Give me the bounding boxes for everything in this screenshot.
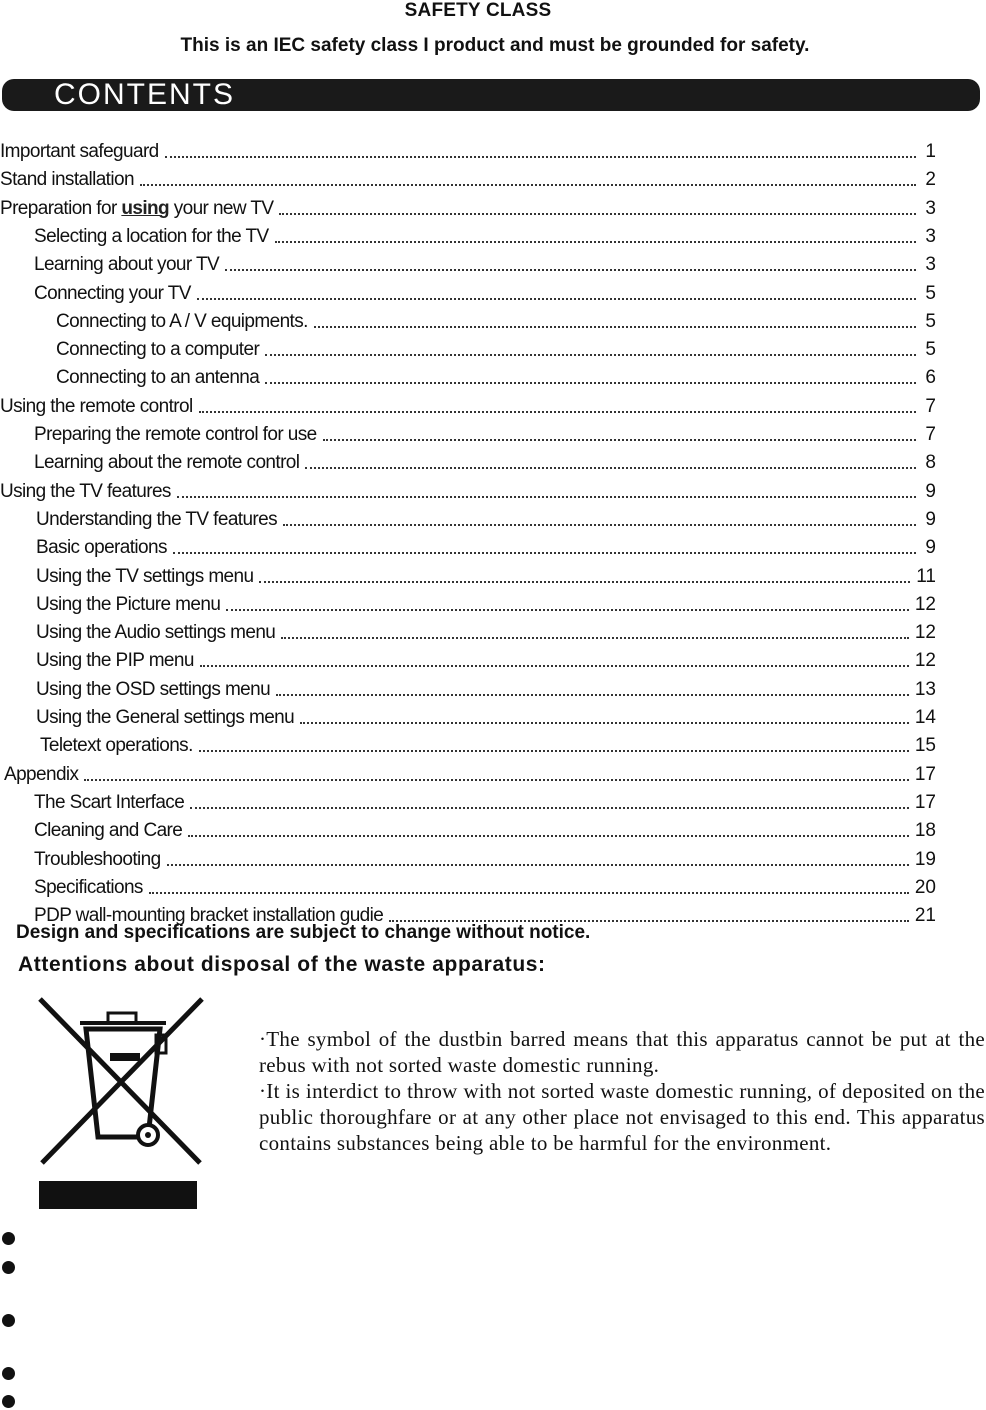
toc-leader-dots: [226, 608, 909, 611]
toc-page-number: 12: [914, 650, 936, 672]
toc-page-number: 12: [914, 622, 936, 644]
toc-entry-label: Specifications: [34, 876, 143, 898]
toc-entry-label: Cleaning and Care: [34, 820, 183, 842]
toc-entry-label: Connecting to a computer: [56, 339, 260, 361]
toc-entry-label: Basic operations: [36, 537, 167, 559]
safety-class-statement: This is an IEC safety class I product and must be grounded for safety.: [180, 35, 810, 56]
toc-entry: [0, 673, 936, 701]
toc-leader-dots: [275, 240, 916, 243]
toc-leader-dots: [314, 325, 916, 328]
toc-entry-label: Using the remote control: [0, 395, 193, 417]
disposal-title: Attentions about disposal of the waste apparatus:: [18, 953, 546, 976]
toc-entry: [0, 758, 936, 786]
toc-entry-label: Connecting to an antenna: [56, 367, 260, 389]
toc-entry: [0, 163, 936, 191]
toc-entry-label: Selecting a location for the TV: [34, 225, 269, 247]
toc-entry-label: Teletext operations.: [40, 735, 193, 757]
toc-entry: [0, 192, 936, 220]
toc-entry-label: Troubleshooting: [34, 848, 161, 870]
toc-entry: [0, 248, 936, 276]
toc-leader-dots: [167, 863, 909, 866]
toc-page-number: 3: [925, 225, 936, 247]
toc-leader-dots: [197, 297, 916, 300]
disposal-paragraph-2: ·It is interdict to throw with not sorted waste domestic running, of deposited on the public thoroughfare or at any other place not envisaged to this end. This apparatus contains substances being able to be harmful for the environment.: [259, 1079, 985, 1155]
toc-entry: [0, 871, 936, 899]
toc-page-number: 13: [914, 678, 936, 700]
toc-entry-label: Connecting your TV: [34, 282, 191, 304]
toc-leader-dots: [173, 551, 916, 554]
toc-page-number: 7: [925, 424, 936, 445]
toc-entry: [0, 814, 936, 842]
toc-page-number: 21: [914, 905, 936, 927]
toc-entry: [0, 503, 936, 531]
toc-entry-label: Important safeguard: [0, 141, 159, 162]
toc-page-number: 5: [925, 339, 936, 361]
toc-entry-label: [0, 198, 273, 220]
toc-page-number: 12: [914, 593, 936, 615]
toc-page-number: 7: [925, 395, 936, 417]
toc-page-number: 9: [925, 480, 936, 502]
toc-page-number: 8: [925, 452, 936, 474]
toc-page-number: 19: [914, 848, 936, 870]
toc-page-number: 9: [925, 508, 936, 530]
toc-entry: [0, 616, 936, 644]
bullet-dot: [2, 1367, 15, 1380]
toc-leader-dots: [300, 721, 909, 724]
bullet-dot: [2, 1395, 15, 1408]
toc-leader-dots: [276, 693, 909, 696]
toc-leader-dots: [84, 778, 908, 781]
toc-leader-dots: [259, 580, 910, 583]
toc-label-part: your new TV: [169, 197, 274, 219]
toc-entry-label: Using the OSD settings menu: [36, 678, 271, 700]
toc-entry-label: Using the TV settings menu: [36, 565, 254, 587]
toc-page-number: 1: [925, 141, 936, 162]
toc-entry-label: Appendix: [4, 763, 79, 785]
toc-entry: [0, 418, 936, 446]
contents-title: CONTENTS: [54, 78, 235, 111]
toc-label-part: using: [121, 197, 170, 219]
toc-leader-dots: [200, 664, 909, 667]
toc-page-number: 20: [914, 876, 936, 898]
toc-page-number: 2: [925, 169, 936, 191]
toc-page-number: 15: [914, 735, 936, 757]
disposal-paragraph-1: ·The symbol of the dustbin barred means that this apparatus cannot be put at the rebus with not sorted waste domestic running.: [259, 1027, 985, 1077]
toc-entry: [0, 644, 936, 672]
toc-entry: [0, 277, 936, 305]
toc-entry: [0, 786, 936, 814]
disposal-text: [259, 1026, 985, 1156]
toc-leader-dots: [265, 353, 916, 356]
crossed-out-wheelie-bin-icon: [36, 995, 206, 1215]
bullet-dot: [2, 1314, 15, 1327]
toc-entry: [0, 305, 936, 333]
contents-header-bar: [2, 79, 980, 111]
toc-entry-label: Connecting to A / V equipments.: [56, 310, 308, 332]
toc-leader-dots: [140, 183, 916, 186]
toc-leader-dots: [190, 806, 909, 809]
toc-page-number: 11: [916, 565, 936, 587]
change-notice: Design and specifications are subject to change without notice.: [16, 922, 591, 943]
toc-leader-dots: [279, 212, 916, 215]
toc-page-number: 9: [925, 537, 936, 559]
toc-page-number: 6: [925, 367, 936, 389]
bullet-dot: [2, 1232, 15, 1245]
toc-page-number: 14: [914, 707, 936, 728]
toc-leader-dots: [323, 438, 916, 441]
toc-entry: [0, 531, 936, 559]
toc-page-number: 5: [925, 282, 936, 304]
safety-class-title: SAFETY CLASS: [404, 0, 552, 21]
toc-leader-dots: [199, 410, 916, 413]
toc-entry: [0, 560, 936, 588]
toc-entry-label: PDP wall-mounting bracket installation gudie: [34, 905, 384, 927]
bullet-dot: [2, 1261, 15, 1274]
toc-entry-label: Understanding the TV features: [36, 508, 278, 530]
toc-page-number: 17: [914, 791, 936, 813]
toc-entry-label: Using the PIP menu: [36, 650, 194, 672]
toc-entry-label: Using the Picture menu: [36, 593, 221, 615]
toc-entry: [0, 843, 936, 871]
toc-leader-dots: [265, 381, 916, 384]
toc-entry-label: Using the Audio settings menu: [36, 622, 276, 644]
toc-entry: [0, 475, 936, 503]
toc-page-number: 17: [914, 763, 936, 785]
toc-entry: [0, 135, 936, 163]
toc-leader-dots: [177, 495, 916, 498]
toc-entry-label: Using the TV features: [0, 480, 171, 502]
toc-entry: [0, 361, 936, 389]
toc-leader-dots: [165, 155, 916, 158]
toc-page-number: 3: [925, 254, 936, 276]
toc-page-number: 3: [925, 197, 936, 219]
toc-leader-dots: [283, 523, 916, 526]
toc-page-number: 5: [925, 310, 936, 332]
toc-entry: [0, 220, 936, 248]
toc-leader-dots: [199, 749, 909, 752]
toc-entry: [0, 729, 936, 757]
toc-entry: [0, 333, 936, 361]
toc-label-part: Preparation for: [0, 197, 122, 219]
toc-entry-label: Using the General settings menu: [36, 707, 295, 728]
toc-leader-dots: [188, 834, 909, 837]
toc-entry-label: Learning about your TV: [34, 254, 220, 276]
toc-leader-dots: [281, 636, 909, 639]
toc-leader-dots: [225, 268, 916, 271]
toc-leader-dots: [305, 466, 916, 469]
toc-entry: [0, 701, 936, 729]
toc-entry-label: Preparing the remote control for use: [34, 424, 317, 445]
toc-page-number: 18: [914, 820, 936, 842]
toc-entry-label: The Scart Interface: [34, 791, 185, 813]
toc-leader-dots: [149, 891, 909, 894]
toc-entry: [0, 446, 936, 474]
toc-entry-label: Stand installation: [0, 169, 134, 191]
toc-entry-label: Learning about the remote control: [34, 452, 300, 474]
toc-entry: [0, 588, 936, 616]
toc-entry: [0, 390, 936, 418]
